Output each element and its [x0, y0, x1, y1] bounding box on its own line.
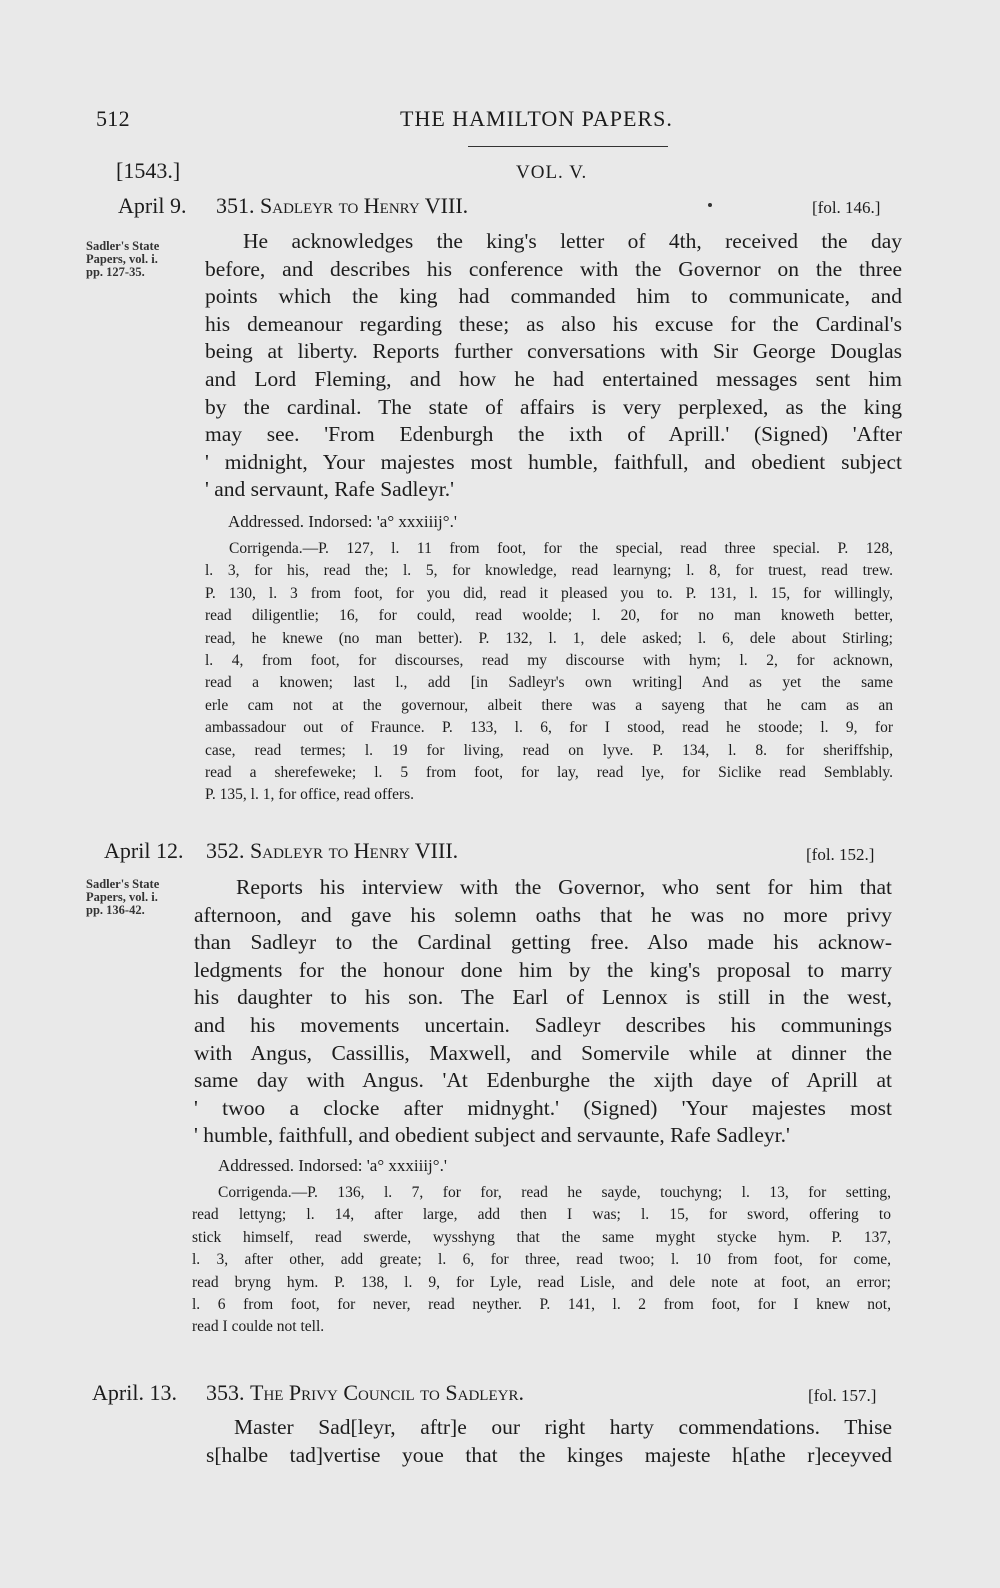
entry-body: Master Sad[leyr, aftr]e our right harty commendations. Thise s[halbe tad]vertise youe that the kinges majeste h[athe r]eceyved: [206, 1415, 892, 1467]
entry-heading: [206, 838, 458, 864]
entry-date: April. 13.: [92, 1380, 177, 1405]
page-number: 512: [96, 106, 130, 131]
entry-date: April 9.: [118, 193, 187, 218]
entry-title: Sadleyr to Henry VIII.: [260, 193, 469, 218]
corrigenda: Corrigenda.—P. 136, l. 7, for for, read he sayde, touchyng; l. 13, for setting, read lettyng; l. 14, after large, add then I was; l. 15, for sword, offering to stick himself, read swerde, wysshyng that the same myght stycke hym. P. 137, l. 3, after other, add greate; l. 6, for three, read twoo; l. 10 from foot, for come, read bryng hym. P. 138, l. 9, for Lyle, read Lisle, and dele note at foot, an error; l. 6 from foot, for never, read neyther. P. 141, l. 2 from foot, for I knew not, read I coulde not tell.: [192, 1184, 891, 1336]
side-note: Sadler's State Papers, vol. i. pp. 136-42.: [86, 877, 160, 917]
volume-label: VOL. V.: [516, 162, 588, 183]
folio-ref: [fol. 146.]: [812, 198, 881, 217]
entry-heading: [206, 1380, 524, 1406]
corrigenda: Corrigenda.—P. 127, l. 11 from foot, for the special, read three special. P. 128, l. 3, for his, read the; l. 5, for knowledge, read learnyng; l. 8, for truest, read trew. P. 130, l. 3 from foot, for you did, read it pleased you to. P. 131, l. 15, for willingly, read diligentlie; 16, for could, read woolde; l. 20, for no man knoweth better, read, he knewe (no man better). P. 132, l. 1, dele asked; l. 6, dele about Stirling; l. 4, from foot, for discourses, read my discourse with hym; l. 2, for acknown, read a knowen; last l., add [in Sadleyr's own writing] And as yet the same erle cam not at the governour, albeit there was a sayeng that he cam as an ambassadour out of Fraunce. P. 133, l. 6, for I stood, read he stoode; l. 9, for case, read termes; l. 19 for living, read on lyve. P. 134, l. 8. for sheriffship, read a sherefeweke; l. 5 from foot, for lay, read lye, for Siclike read Semblably. P. 135, l. 1, for office, read offers.: [205, 540, 893, 804]
mark-dot: [708, 203, 712, 207]
header-rule: [468, 146, 668, 147]
addressed-line: Addressed. Indorsed: 'a° xxxiiij°.': [228, 512, 457, 531]
entry-date: April 12.: [104, 838, 184, 863]
folio-ref: [fol. 152.]: [806, 845, 875, 864]
entry-body: Reports his interview with the Governor, who sent for him that afternoon, and gave his solemn oaths that he was no more privy than Sadleyr to the Cardinal getting free. Also made his acknow- ledgments for the honour done him by the king's proposal to marry his daughter to his son. The Earl of Lennox is still in the west, and his movements uncertain. Sadleyr describes his communings with Angus, Cassillis, Maxwell, and Somervile while at dinner the same day with Angus. 'At Edenburghe the xijth daye of Aprill at ' twoo a clocke after midnyght.' (Signed) 'Your majestes most ' humble, faithfull, and obedient subject and servaunte, Rafe Sadleyr.': [194, 875, 892, 1148]
entry-title: The Privy Council to Sadleyr.: [250, 1380, 524, 1405]
folio-ref: [fol. 157.]: [808, 1386, 877, 1405]
year-label: [1543.]: [116, 158, 181, 183]
entry-number: 353.: [206, 1380, 245, 1405]
entry-number: 351.: [216, 193, 255, 218]
addressed-line: Addressed. Indorsed: 'a° xxxiiij°.': [218, 1156, 447, 1175]
side-note: Sadler's State Papers, vol. i. pp. 127-35.: [86, 239, 160, 279]
entry-number: 352.: [206, 838, 245, 863]
running-title: THE HAMILTON PAPERS.: [400, 106, 673, 131]
entry-title: Sadleyr to Henry VIII.: [250, 838, 459, 863]
entry-body: He acknowledges the king's letter of 4th, received the day before, and describes his conference with the Governor on the three points which the king had commanded him to communicate, and his demeanour regarding these; as also his excuse for the Cardinal's being at liberty. Reports further conversations with Sir George Douglas and Lord Fleming, and how he had entertained messages sent him by the cardinal. The state of affairs is very perplexed, as the king may see. 'From Edenburgh the ixth of Aprill.' (Signed) 'After ' midnight, Your majestes most humble, faithfull, and obedient subject ' and servaunt, Rafe Sadleyr.': [205, 229, 902, 502]
entry-heading: [216, 193, 468, 219]
